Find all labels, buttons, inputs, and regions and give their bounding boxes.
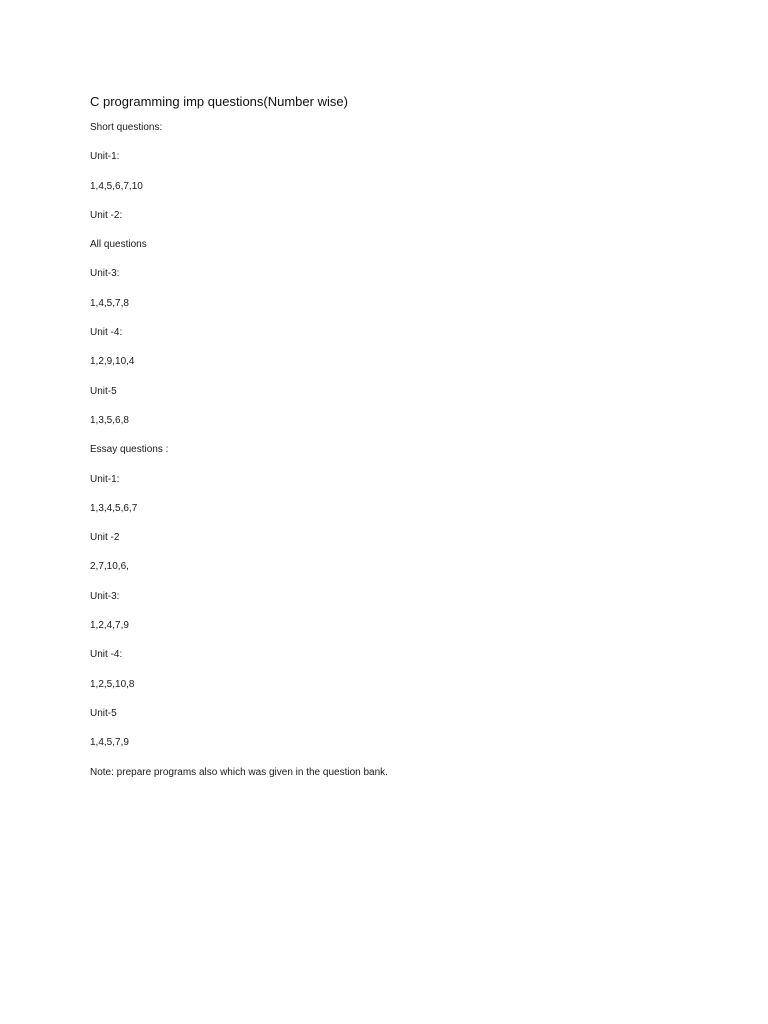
unit-label: Unit -4: xyxy=(90,327,123,339)
document-title: C programming imp questions(Number wise) xyxy=(90,94,348,109)
unit-label: Unit-1: xyxy=(90,473,120,485)
unit-label: Unit -4: xyxy=(90,649,123,661)
question-numbers: All questions xyxy=(90,239,147,251)
unit-label: Unit-5 xyxy=(90,385,117,397)
question-numbers: 1,3,4,5,6,7 xyxy=(90,502,138,514)
question-numbers: 1,4,5,7,8 xyxy=(90,297,129,309)
unit-label: Unit-3: xyxy=(90,590,120,602)
section-heading-essay: Essay questions : xyxy=(90,444,169,456)
question-numbers: 1,2,4,7,9 xyxy=(90,620,129,632)
question-numbers: 1,2,5,10,8 xyxy=(90,678,135,690)
question-numbers: 1,4,5,6,7,10 xyxy=(90,180,143,192)
question-numbers: 1,4,5,7,9 xyxy=(90,737,129,749)
unit-label: Unit-3: xyxy=(90,268,120,280)
note-text: Note: prepare programs also which was given in the question bank. xyxy=(90,766,388,778)
question-numbers: 2,7,10,6, xyxy=(90,561,129,573)
unit-label: Unit-1: xyxy=(90,151,120,163)
question-numbers: 1,2,9,10,4 xyxy=(90,356,135,368)
unit-label: Unit -2: xyxy=(90,209,123,221)
unit-label: Unit-5 xyxy=(90,707,117,719)
document-page xyxy=(90,92,710,795)
section-heading-short: Short questions: xyxy=(90,122,163,133)
unit-label: Unit -2 xyxy=(90,532,120,544)
question-numbers: 1,3,5,6,8 xyxy=(90,414,129,426)
